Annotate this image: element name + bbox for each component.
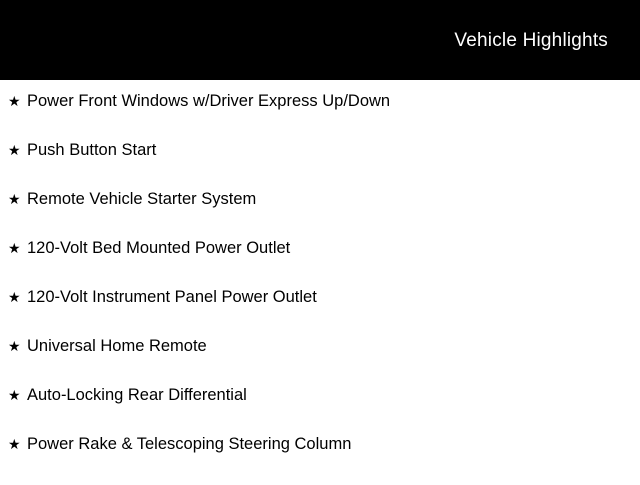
- star-bullet-icon: ★: [8, 142, 21, 158]
- list-item: [0, 436, 640, 485]
- list-item: [0, 338, 640, 387]
- star-bullet-icon: ★: [8, 338, 21, 354]
- star-bullet-icon: ★: [8, 191, 21, 207]
- list-item: [0, 289, 640, 338]
- list-item: [0, 191, 640, 240]
- star-bullet-icon: ★: [8, 240, 21, 256]
- list-item: [0, 142, 640, 191]
- list-item: [0, 93, 640, 142]
- list-item-label: Push Button Start: [27, 141, 157, 159]
- star-bullet-icon: ★: [8, 436, 21, 452]
- list-item: [0, 240, 640, 289]
- vehicle-highlights-list: [0, 80, 640, 485]
- list-item-label: 120-Volt Instrument Panel Power Outlet: [27, 288, 317, 306]
- list-item-label: 120-Volt Bed Mounted Power Outlet: [27, 239, 291, 257]
- page-title: Vehicle Highlights: [454, 29, 608, 51]
- star-bullet-icon: ★: [8, 289, 21, 305]
- star-bullet-icon: ★: [8, 93, 21, 109]
- list-item: [0, 387, 640, 436]
- list-item-label: Remote Vehicle Starter System: [27, 190, 257, 208]
- list-item-label: Power Front Windows w/Driver Express Up/Down: [27, 92, 391, 110]
- list-item-label: Universal Home Remote: [27, 337, 207, 355]
- star-bullet-icon: ★: [8, 387, 21, 403]
- list-item-label: Auto-Locking Rear Differential: [27, 386, 247, 404]
- list-item-label: Power Rake & Telescoping Steering Column: [27, 435, 352, 453]
- header-bar: [0, 0, 640, 80]
